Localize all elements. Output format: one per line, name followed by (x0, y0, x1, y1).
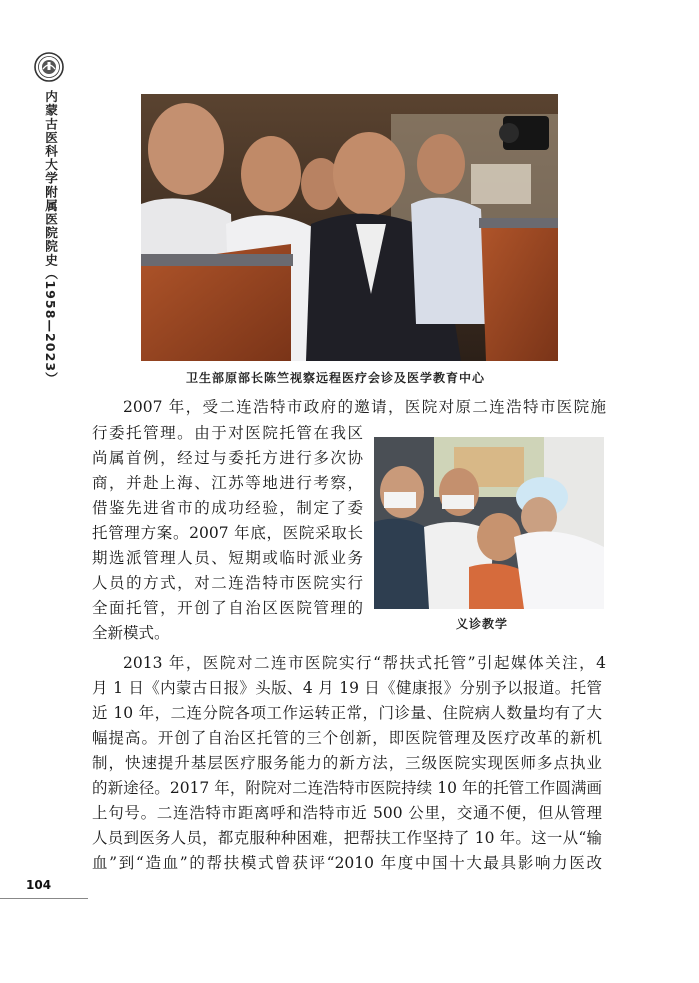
body-text-line: 近 10 年，二连分院各项工作运转正常，门诊量、住院病人数量均有了大 (92, 704, 602, 722)
body-text-line: 人员到医务人员，都克服种种困难，把帮扶工作坚持了 10 年。这一从“输 (92, 829, 602, 847)
body-text-line: 行委托管理。由于对医院托管在我区 (92, 424, 363, 442)
body-text-line: 月 1 日《内蒙古日报》头版、4 月 19 日《健康报》分别予以报道。托管 (92, 679, 602, 697)
photo-caption: 卫生部原部长陈竺视察远程医疗会诊及医学教育中心 (186, 371, 486, 385)
body-text-line: 期选派管理人员、短期或临时派业务 (92, 549, 363, 567)
university-seal-icon (34, 52, 64, 82)
photo-caption: 义诊教学 (456, 617, 509, 631)
photo-clinic-teaching (374, 437, 604, 609)
body-text-line: 2007 年，受二连浩特市政府的邀请，医院对原二连浩特市医院施 (123, 398, 606, 416)
body-text-line: 托管理方案。2007 年底，医院采取长 (92, 524, 363, 542)
footer-rule (0, 898, 88, 899)
running-title: 内蒙古医科大学附属医院院史（1958—2023） (43, 90, 58, 386)
page-number: 104 (26, 878, 52, 892)
body-text-line: 幅提高。开创了自治区托管的三个创新，即医院管理及医疗改革的新机 (92, 729, 602, 747)
body-text-line: 2013 年，医院对二连市医院实行“帮扶式托管”引起媒体关注，4 (123, 654, 606, 672)
body-text-line: 借鉴先进省市的成功经验，制定了委 (92, 499, 363, 517)
body-text-line: 制，快速提升基层医疗服务能力的新方法，三级医院实现医师多点执业 (92, 754, 602, 772)
body-text-line: 全面托管，开创了自治区医院管理的 (92, 599, 363, 617)
body-text-line: 上句号。二连浩特市距离呼和浩特市近 500 公里，交通不便，但从管理 (92, 804, 602, 822)
body-text-line: 的新途径。2017 年，附院对二连浩特市医院持续 10 年的托管工作圆满画 (92, 779, 602, 797)
body-text-line: 尚属首例，经过与委托方进行多次协 (92, 449, 363, 467)
body-text-line: 人员的方式，对二连浩特市医院实行 (92, 574, 363, 592)
photo-minister-inspection (141, 94, 558, 361)
body-text-line: 全新模式。 (92, 624, 170, 642)
body-text-line: 商，并赴上海、江苏等地进行考察， (92, 474, 363, 492)
body-text-line: 血”到“造血”的帮扶模式曾获评“2010 年度中国十大最具影响力医改 (92, 854, 602, 872)
